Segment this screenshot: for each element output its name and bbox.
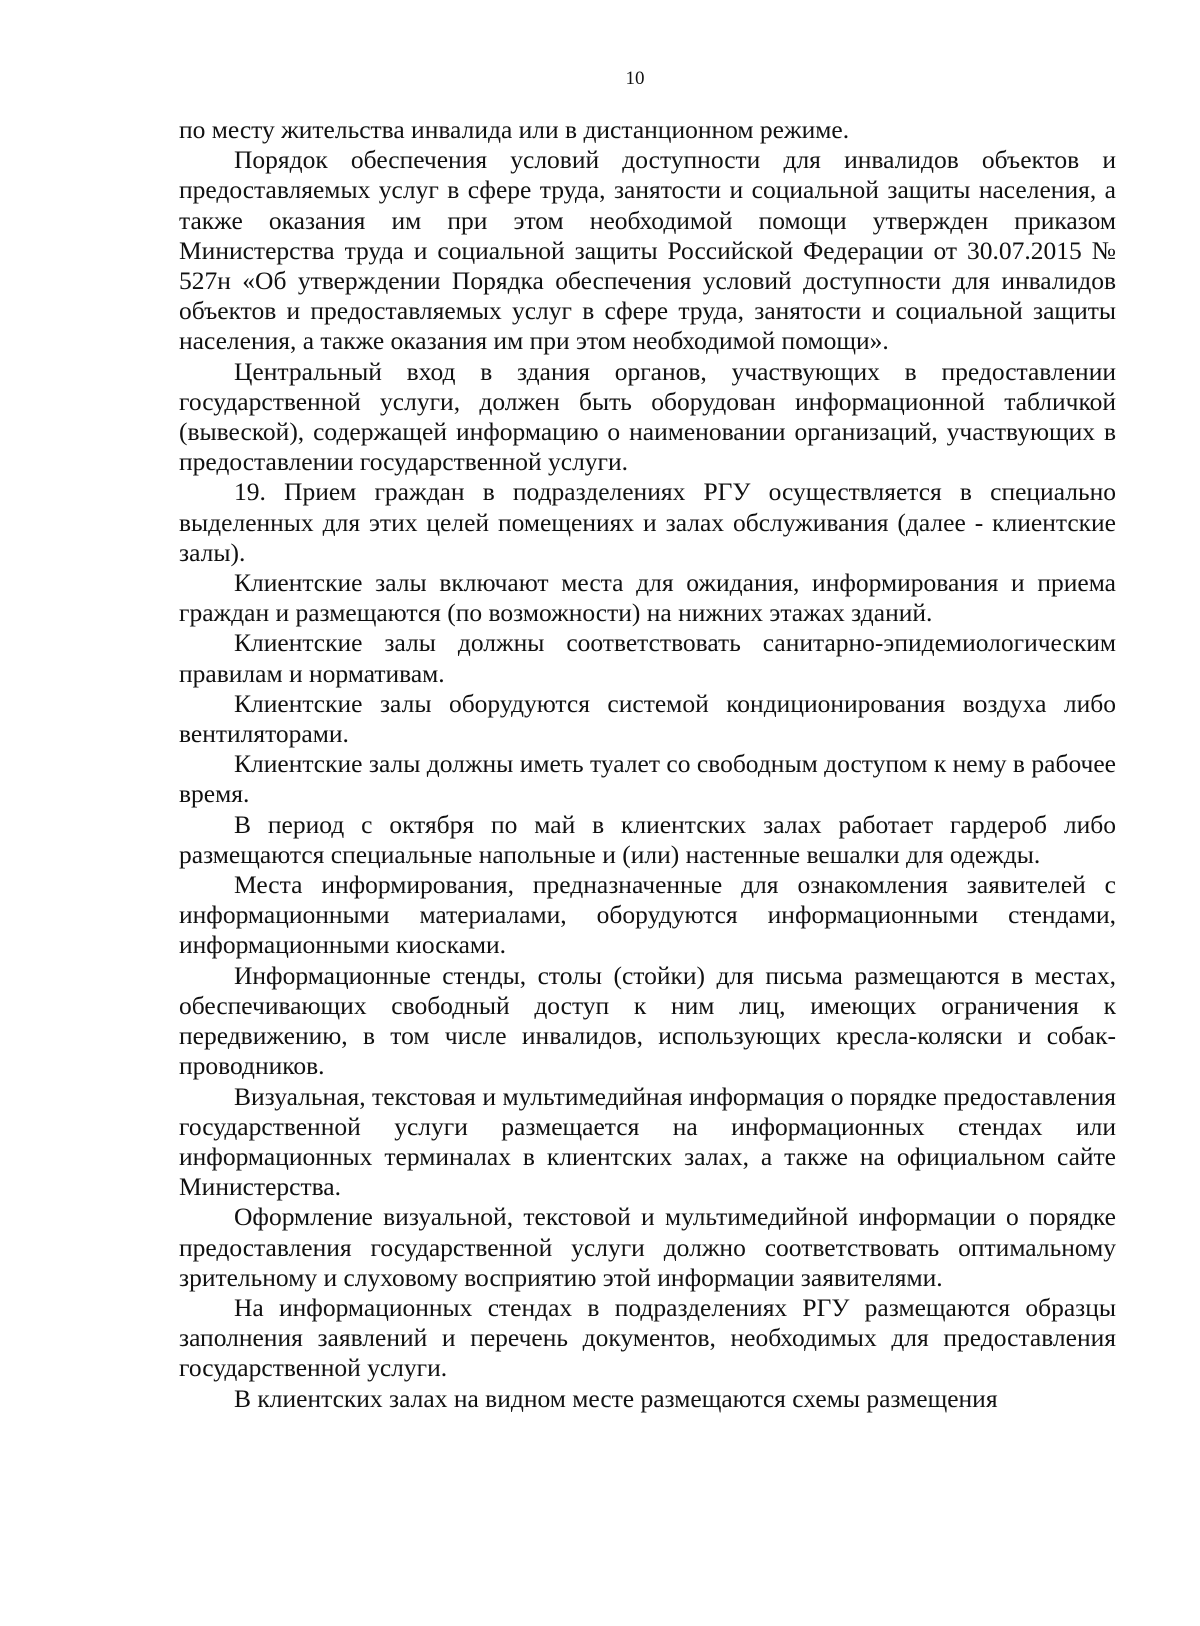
paragraph: Центральный вход в здания органов, участвующих в предоставлении государственной услуги, должен быть оборудован информационной табличкой (вывеской), содержащей информацию о наименовании организаций, участвующих в предоставлении государственной услуги.: [179, 356, 1116, 477]
paragraph: Клиентские залы оборудуются системой кондиционирования воздуха либо вентиляторами.: [179, 688, 1116, 749]
paragraph: Порядок обеспечения условий доступности для инвалидов объектов и предоставляемых услуг в сфере труда, занятости и социальной защиты населения, а также оказания им при этом необходимой помощи утвержден приказом Министерства труда и социальной защиты Российской Федерации от 30.07.2015 № 527н «Об утверждении Порядка обеспечения условий доступности для инвалидов объектов и предоставляемых услуг в сфере труда, занятости и социальной защиты населения, а также оказания им при этом необходимой помощи».: [179, 145, 1116, 356]
paragraph: Информационные стенды, столы (стойки) для письма размещаются в местах, обеспечивающих свободный доступ к ним лиц, имеющих ограничения к передвижению, в том числе инвалидов, использующих кресла-коляски и собак-проводников.: [179, 960, 1116, 1081]
paragraph: Визуальная, текстовая и мультимедийная информация о порядке предоставления государственной услуги размещается на информационных стендах или информационных терминалах в клиентских залах, а также на официальном сайте Министерства.: [179, 1081, 1116, 1202]
paragraph: В период с октября по май в клиентских залах работает гардероб либо размещаются специальные напольные и (или) настенные вешалки для одежды.: [179, 809, 1116, 869]
paragraph: В клиентских залах на видном месте размещаются схемы размещения: [234, 1383, 998, 1413]
paragraph: Места информирования, предназначенные для ознакомления заявителей с информационными материалами, оборудуются информационными стендами, информационными киосками.: [179, 870, 1116, 960]
paragraph: Оформление визуальной, текстовой и мультимедийной информации о порядке предоставления государственной услуги должно соответствовать оптимальному зрительному и слуховому восприятию этой информации заявителями.: [179, 1202, 1116, 1292]
paragraph: Клиентские залы должны соответствовать санитарно-эпидемиологическим правилам и нормативам.: [179, 628, 1116, 688]
paragraph: по месту жительства инвалида или в дистанционном режиме.: [179, 115, 850, 144]
paragraph: Клиентские залы включают места для ожидания, информирования и приема граждан и размещаются (по возможности) на нижних этажах зданий.: [179, 568, 1116, 628]
document-body: [179, 115, 1116, 1414]
paragraph: Клиентские залы должны иметь туалет со свободным доступом к нему в рабочее время.: [179, 749, 1116, 809]
paragraph: 19. Прием граждан в подразделениях РГУ осуществляется в специально выделенных для этих целей помещениях и залах обслуживания (далее - клиентские залы).: [179, 477, 1116, 567]
paragraph: На информационных стендах в подразделениях РГУ размещаются образцы заполнения заявлений и перечень документов, необходимых для предоставления государственной услуги.: [179, 1292, 1116, 1383]
page-number: 10: [625, 68, 645, 89]
